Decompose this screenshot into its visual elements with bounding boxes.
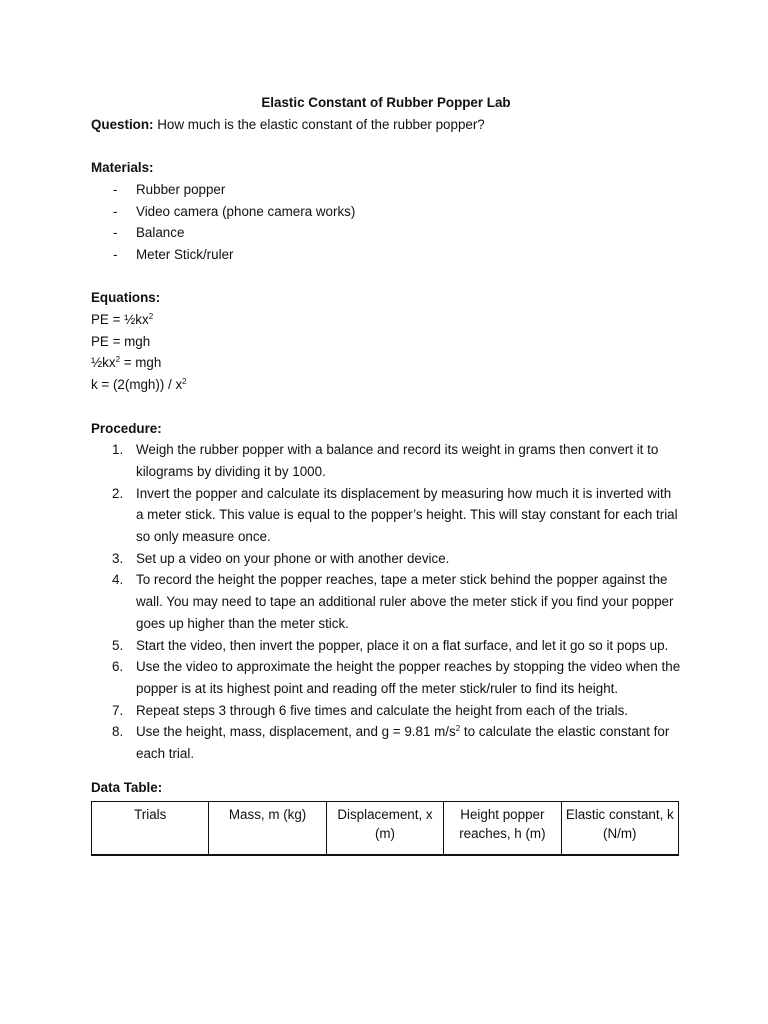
step-text: Weigh the rubber popper with a balance and record its weight in grams then convert it to kilograms by dividing it by 1000.	[136, 442, 659, 479]
data-table	[91, 801, 679, 856]
exponent: 2	[115, 355, 121, 365]
step-number: 5.	[112, 637, 124, 653]
exponent: 2	[182, 377, 187, 387]
spacer	[91, 266, 681, 288]
step-text: Repeat steps 3 through 6 five times and calculate the height from each of the trials.	[136, 702, 629, 718]
step-number: 1.	[112, 442, 124, 458]
table-row	[92, 802, 679, 856]
procedure-step	[91, 635, 681, 657]
table-header-cell: Elastic constant, k (N/m)	[561, 802, 678, 856]
procedure-list	[91, 439, 681, 765]
materials-list	[91, 179, 681, 266]
equation-4	[91, 374, 681, 396]
question-line	[91, 114, 681, 136]
equation-text: = mgh	[120, 355, 162, 371]
step-text: to calculate the elastic constant for each trial.	[136, 724, 670, 762]
exponent: 2	[148, 312, 154, 321]
equation-3	[91, 352, 681, 374]
step-text: To record the height the popper reaches, tape a meter stick behind the popper against the wall. You may need to tape an additional ruler above the meter stick if you find your popper goes up higher than the meter stick.	[136, 572, 674, 631]
table-header-cell: Mass, m (kg)	[209, 802, 326, 856]
question-label: Question:	[91, 116, 154, 132]
equation-text: PE = mgh	[91, 333, 151, 349]
spacer	[91, 135, 681, 157]
equation-text: PE = ½kx	[91, 312, 149, 327]
step-text: Use the height, mass, displacement, and g = 9.81 m/s	[136, 724, 456, 740]
step-number: 2.	[112, 485, 124, 501]
procedure-step	[91, 439, 681, 482]
exponent: 2	[455, 724, 461, 734]
equation-1	[91, 309, 681, 331]
procedure-step	[91, 569, 681, 634]
step-text: Use the video to approximate the height the popper reaches by stopping the video when the popper is at its highest point and reading off the meter stick/ruler to find its height.	[136, 659, 681, 696]
step-number: 4.	[112, 572, 124, 588]
equation-text: ½kx	[91, 355, 116, 371]
question-text: How much is the elastic constant of the rubber popper?	[157, 116, 485, 132]
list-item: - Video camera (phone camera works)	[91, 201, 681, 223]
procedure-step	[91, 483, 681, 548]
step-number: 3.	[112, 550, 124, 566]
procedure-step	[91, 721, 681, 764]
procedure-step	[91, 548, 681, 570]
procedure-step	[91, 656, 681, 699]
equation-text: k = (2(mgh)) / x	[91, 377, 183, 393]
list-item: - Meter Stick/ruler	[91, 244, 681, 266]
procedure-heading: Procedure:	[91, 420, 162, 436]
step-text: Start the video, then invert the popper, place it on a flat surface, and let it go so it pops up.	[136, 637, 669, 653]
materials-heading: Materials:	[91, 160, 154, 176]
equations-heading: Equations:	[91, 290, 161, 306]
document-content	[91, 92, 681, 856]
data-table-heading: Data Table:	[91, 779, 163, 795]
table-header-cell: Trials	[92, 802, 209, 856]
list-item: - Balance	[91, 222, 681, 244]
table-header-cell: Height popper reaches, h (m)	[444, 802, 561, 856]
step-number: 6.	[112, 659, 124, 675]
step-number: 8.	[112, 724, 124, 740]
step-text: Invert the popper and calculate its displacement by measuring how much it is inverted with a meter stick. This value is equal to the popper’s height. This will stay constant for each trial so only measure once.	[136, 485, 678, 545]
equation-2	[91, 331, 681, 353]
step-number: 7.	[112, 702, 124, 718]
procedure-step	[91, 700, 681, 722]
table-header-cell: Displacement, x (m)	[326, 802, 443, 856]
spacer	[91, 396, 681, 418]
list-item: - Rubber popper	[91, 179, 681, 201]
document-title: Elastic Constant of Rubber Popper Lab	[261, 95, 511, 110]
step-text: Set up a video on your phone or with another device.	[136, 550, 450, 566]
